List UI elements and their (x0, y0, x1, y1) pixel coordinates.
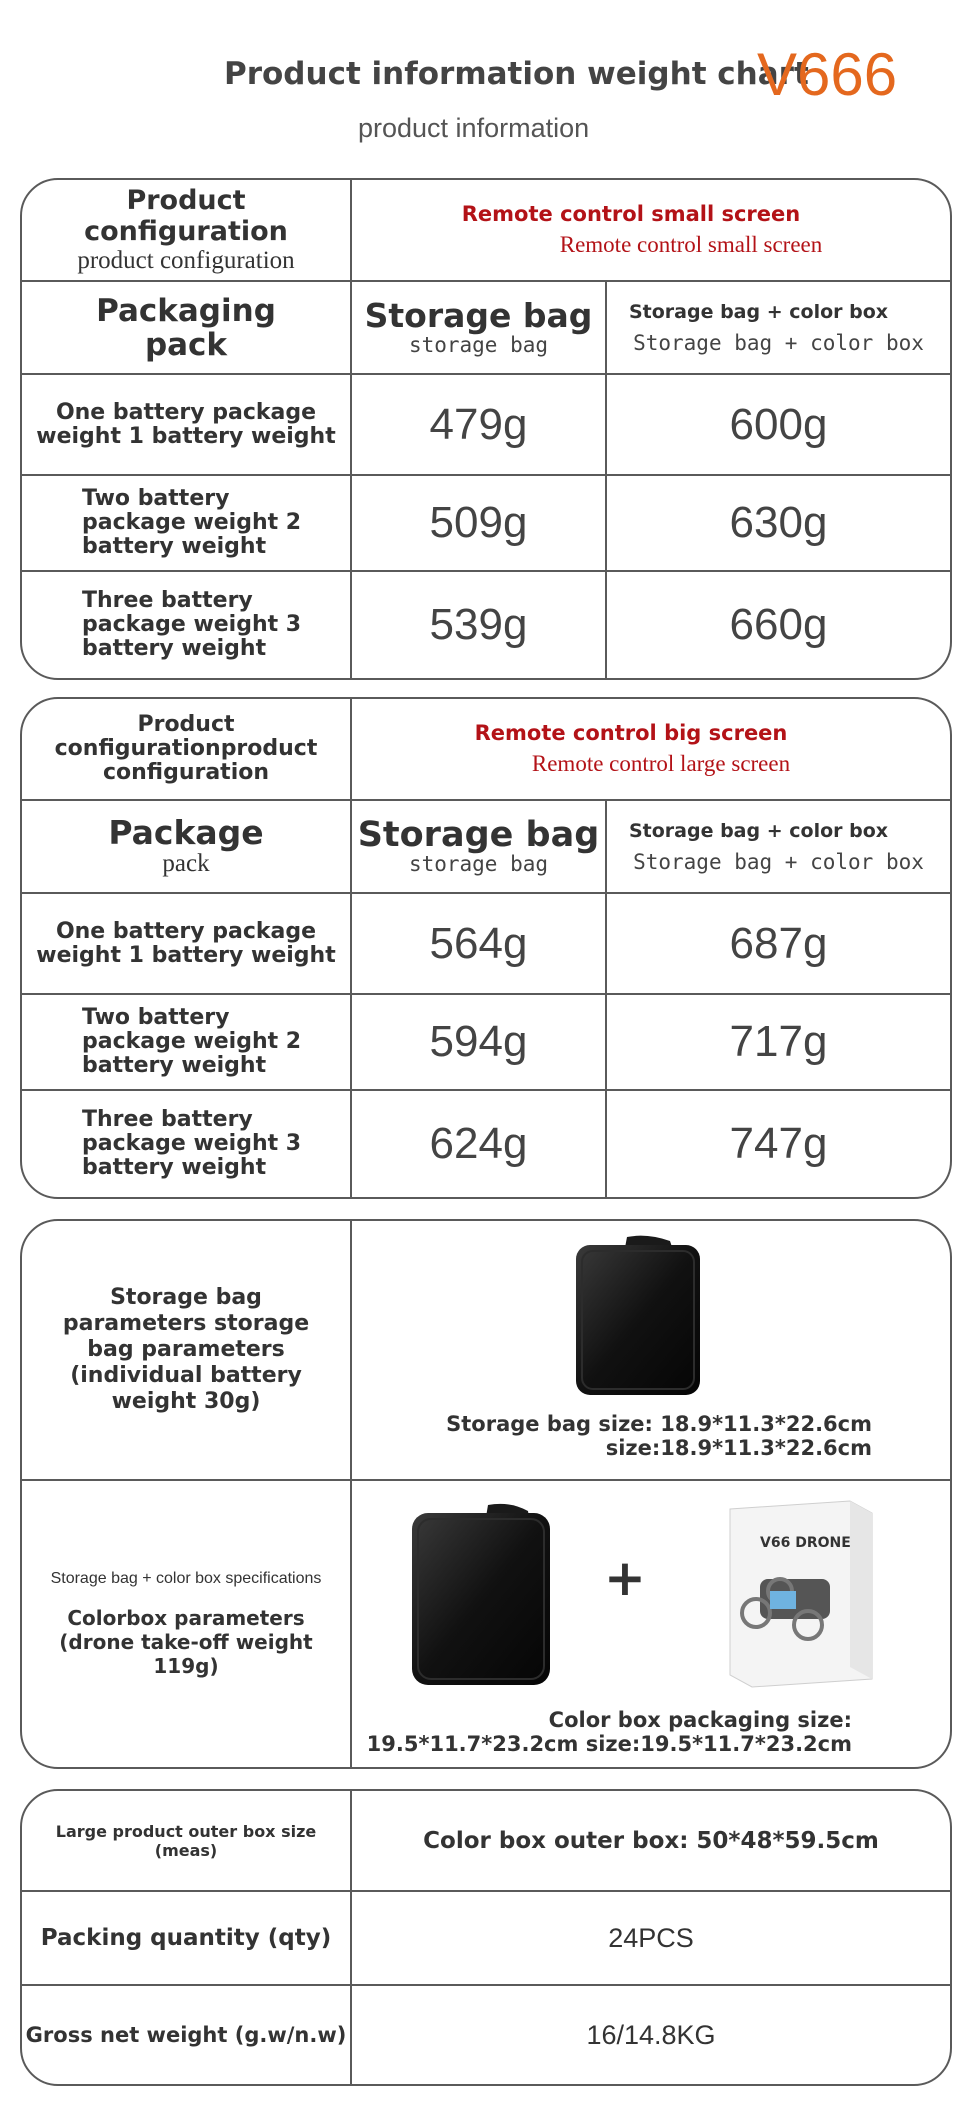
value-text: 660g (729, 600, 828, 649)
box-size-line1: Color box packaging size: (548, 1708, 852, 1732)
row-label-text: Two battery package weight 2 battery weight (82, 1005, 302, 1078)
value-text: 539g (429, 600, 528, 649)
col2-title: Storage bag + color box (628, 300, 889, 323)
config-value: Remote control big screen (474, 721, 788, 745)
small-screen-table (20, 178, 952, 680)
box-size-line2: 19.5*11.7*23.2cm size:19.5*11.7*23.2cm (366, 1732, 852, 1756)
col2-header (607, 801, 950, 892)
config-value-sub: Remote control small screen (559, 232, 823, 257)
outer-value-text: Color box outer box: 50*48*59.5cm (423, 1827, 879, 1854)
row-1-bag (352, 375, 605, 474)
config-label: Product configurationproduct configuration (54, 712, 318, 785)
outer-value-text: 24PCS (608, 1922, 694, 1953)
row-2-box (607, 995, 950, 1089)
col1-title: Storage bag (357, 814, 600, 855)
page-subtitle: product information (358, 113, 590, 143)
config-value-cell (352, 699, 950, 799)
row-2-label (82, 995, 350, 1089)
row-2-box (607, 476, 950, 570)
row-label-text: Three battery package weight 3 battery weight (82, 1107, 302, 1180)
col1-title: Storage bag (364, 295, 593, 335)
outer-row-3-value (352, 1986, 950, 2084)
config-value-cell (352, 180, 950, 280)
model-name: V666 (757, 41, 898, 108)
plus-sign: + (604, 1549, 646, 1607)
config-label-cell (22, 180, 350, 280)
row-3-box (607, 572, 950, 678)
bag-size-line1: Storage bag size: 18.9*11.3*22.6cm (446, 1412, 872, 1436)
col2-sub: Storage bag + color box (633, 849, 924, 874)
config-label: Product configuration (84, 185, 288, 247)
row-1-bag (352, 894, 605, 993)
color-box-image (710, 1491, 880, 1691)
pack-label-cell (22, 801, 350, 892)
outer-value-text: 16/14.8KG (586, 2019, 716, 2050)
bag-params-label: Storage bag parameters storage bag parameters (individual battery weight 30g) (62, 1285, 310, 1414)
pack-label-cell (22, 282, 350, 373)
big-screen-table (20, 697, 952, 1199)
value-text: 594g (429, 1017, 528, 1066)
row-1-box (607, 894, 950, 993)
storage-bag-image-2 (390, 1499, 570, 1689)
pack-label: Package (108, 812, 264, 852)
col1-sub: storage bag (408, 851, 549, 876)
color-box-brand: V66 DRONE (760, 1535, 851, 1551)
config-label-sub: product configuration (77, 247, 295, 274)
value-text: 717g (729, 1017, 828, 1066)
config-label-cell (22, 699, 350, 799)
box-size-cell (352, 1703, 852, 1761)
row-2-bag (352, 476, 605, 570)
value-text: 630g (729, 498, 828, 547)
outer-label-text: Packing quantity (qty) (40, 1925, 332, 1951)
outer-label-text: Gross net weight (g.w/n.w) (25, 2023, 347, 2047)
config-value: Remote control small screen (461, 202, 801, 226)
row-3-box (607, 1091, 950, 1197)
value-text: 479g (429, 399, 528, 449)
row-3-label (82, 572, 350, 678)
outer-row-1-label (22, 1791, 350, 1890)
storage-bag-image (552, 1231, 722, 1401)
row-label-text: Two battery package weight 2 battery weight (82, 486, 302, 559)
col1-header (352, 801, 605, 892)
row-3-label (82, 1091, 350, 1197)
row-1-box (607, 375, 950, 474)
outer-row-2-value (352, 1892, 950, 1984)
outer-row-3-label (22, 1986, 350, 2084)
box-params-label-cell (22, 1481, 350, 1767)
box-params-label: Colorbox parameters (drone take-off weight 119g) (59, 1606, 313, 1678)
bag-size-cell (352, 1401, 872, 1471)
row-2-bag (352, 995, 605, 1089)
value-text: 687g (729, 918, 828, 968)
row-1-label (22, 375, 350, 474)
row-3-bag (352, 572, 605, 678)
row-label-text: One battery package weight 1 battery weight (36, 399, 336, 449)
pack-label: Packaging (96, 292, 276, 329)
col2-title: Storage bag + color box (628, 819, 889, 842)
bag-size-line2: size:18.9*11.3*22.6cm (605, 1436, 872, 1460)
page-title: Product information weight chart (224, 56, 809, 92)
value-text: 509g (429, 498, 528, 547)
value-text: 564g (429, 918, 528, 968)
row-3-bag (352, 1091, 605, 1197)
row-label-text: One battery package weight 1 battery weight (36, 918, 336, 968)
parameters-table (20, 1219, 952, 1769)
outer-box-table (20, 1789, 952, 2086)
row-2-label (82, 476, 350, 570)
row-label-text: Three battery package weight 3 battery weight (82, 588, 302, 661)
value-text: 747g (729, 1119, 828, 1168)
pack-label-sub: pack (162, 849, 210, 877)
col1-header (352, 282, 605, 373)
outer-label-text: Large product outer box size (meas) (55, 1821, 317, 1860)
box-params-label-small: Storage bag + color box specifications (50, 1570, 322, 1587)
config-value-sub: Remote control large screen (531, 751, 791, 776)
row-1-label (22, 894, 350, 993)
value-text: 624g (429, 1119, 528, 1168)
bag-params-label-cell (22, 1221, 350, 1479)
pack-label-2: pack (144, 326, 228, 363)
outer-row-1-value (352, 1791, 950, 1890)
outer-row-2-label (22, 1892, 350, 1984)
col1-sub: storage bag (408, 332, 549, 357)
col2-header (607, 282, 950, 373)
value-text: 600g (729, 399, 828, 449)
col2-sub: Storage bag + color box (633, 330, 924, 355)
